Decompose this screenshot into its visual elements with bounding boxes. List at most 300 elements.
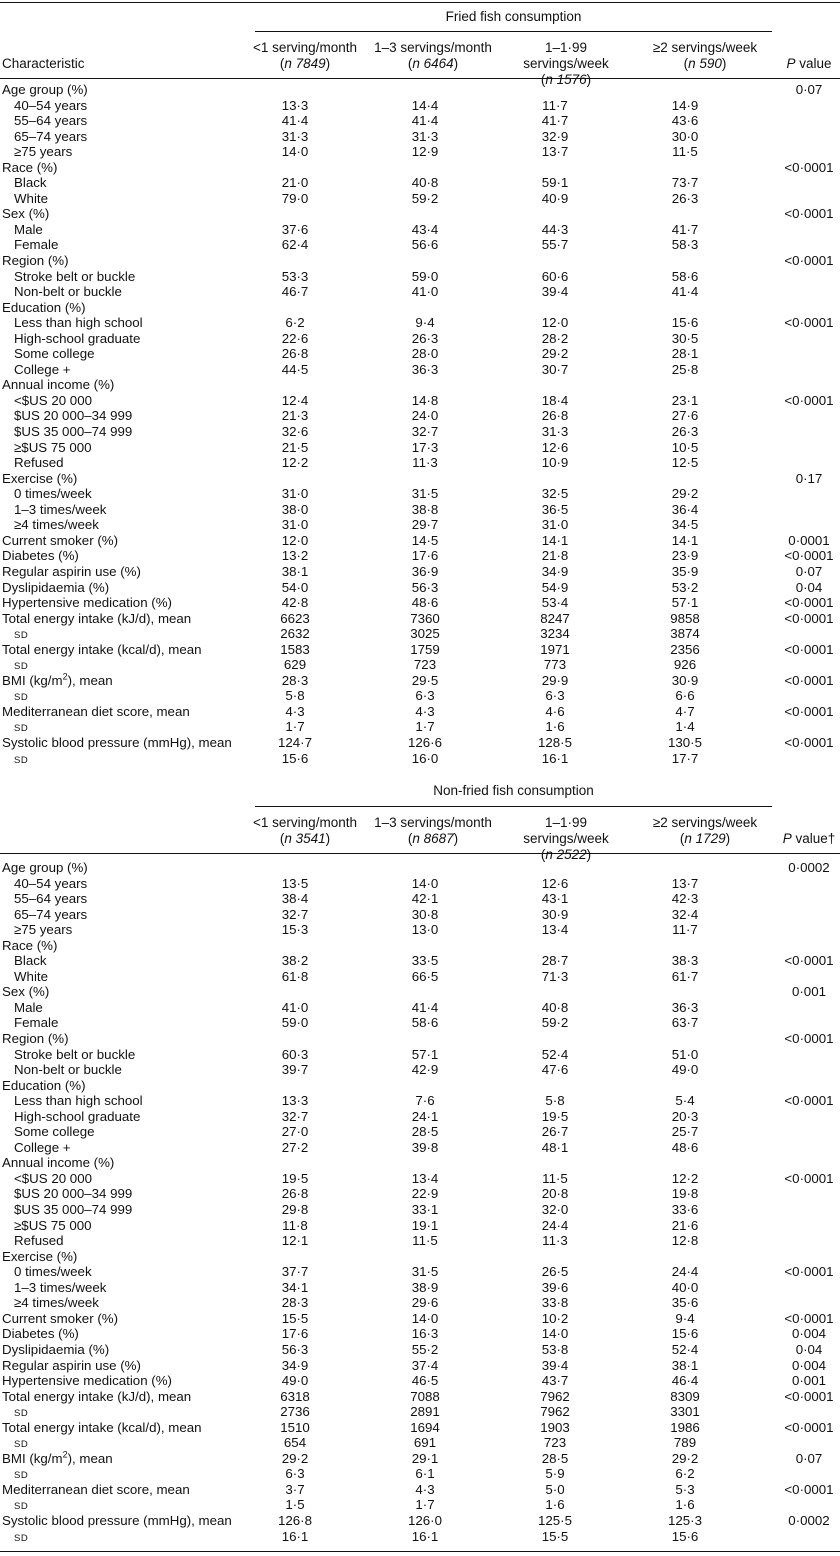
cell-value: 19·1 (411, 1217, 439, 1233)
cell-value: 1510 (280, 1419, 310, 1435)
cell-value: 62·4 (281, 237, 309, 253)
cell-value: 58·6 (671, 268, 699, 284)
cell-value: 12·1 (281, 1233, 309, 1249)
row-label: Refused (14, 1233, 64, 1249)
table-row (0, 284, 840, 300)
cell-value: 53·3 (281, 268, 309, 284)
table-row (0, 548, 840, 564)
cell-value: 17·6 (281, 1326, 309, 1342)
cell-value: 32·7 (281, 1108, 309, 1124)
table-row (0, 1078, 840, 1094)
table-row (0, 1326, 840, 1342)
cell-value: 11·3 (412, 455, 438, 471)
cell-value: 7088 (410, 1388, 440, 1404)
table-row (0, 938, 840, 954)
cell-value: 11·8 (282, 1217, 308, 1233)
cell-value: 33·8 (541, 1295, 569, 1311)
table-row (0, 891, 840, 907)
cell-value: 2632 (280, 626, 310, 642)
row-label: Sex (%) (2, 206, 50, 222)
cell-value: 28·5 (411, 1124, 439, 1140)
row-label: Some college (14, 1124, 95, 1140)
cell-value: 38·1 (281, 563, 309, 579)
cell-value: 3·7 (285, 1481, 305, 1497)
row-label: ≥4 times/week (14, 1295, 99, 1311)
cell-value: 42·1 (411, 891, 439, 907)
table-row (0, 1295, 840, 1311)
cell-value: 9·4 (415, 315, 435, 331)
cell-value: 15·6 (671, 315, 699, 331)
table-row (0, 98, 840, 114)
cell-value: 1·6 (545, 719, 565, 735)
table-row (0, 1031, 840, 1047)
cell-value: 53·4 (541, 595, 569, 611)
p-value: <0·0001 (784, 641, 834, 657)
table-row (0, 300, 840, 316)
cell-value: 12·6 (541, 875, 569, 891)
row-label: <$US 20 000 (14, 392, 92, 408)
row-label: 0 times/week (14, 486, 92, 502)
row-label: Region (%) (2, 253, 69, 269)
cell-value: 11·5 (412, 1233, 438, 1249)
cell-value: 29·2 (671, 1450, 699, 1466)
table-row (0, 719, 840, 735)
table-row (0, 1233, 840, 1249)
cell-value: 12·8 (671, 1233, 699, 1249)
cell-value: 11·7 (542, 97, 568, 113)
cell-value: 691 (413, 1435, 437, 1451)
cell-value: 41·4 (281, 113, 309, 129)
column-header (501, 40, 631, 88)
p-value: <0·0001 (784, 734, 834, 750)
cell-value: 28·5 (541, 1450, 569, 1466)
cell-value: 17·3 (411, 439, 439, 455)
row-label: Non-belt or buckle (14, 1062, 122, 1078)
cell-value: 38·0 (281, 501, 309, 517)
cell-value: 41·4 (411, 113, 439, 129)
row-label: 55–64 years (14, 891, 88, 907)
p-value: 0·17 (795, 470, 823, 486)
table-row (0, 1389, 840, 1405)
cell-value: 17·7 (671, 750, 699, 766)
cell-value: 5·0 (545, 1481, 565, 1497)
column-label: ≥2 servings/week (652, 40, 758, 55)
table-row (0, 751, 840, 767)
cell-value: 29·9 (541, 672, 569, 688)
cell-value: 1·7 (415, 1497, 435, 1513)
cell-value: 37·7 (281, 1264, 309, 1280)
cell-value: 12·2 (281, 455, 309, 471)
cell-value: 21·3 (281, 408, 309, 424)
cell-value: 6623 (280, 610, 310, 626)
cell-value: 1·5 (285, 1497, 305, 1513)
row-label: ≥75 years (14, 144, 73, 160)
row-label: Male (14, 221, 43, 237)
cell-value: 13·7 (671, 875, 699, 891)
p-value: <0·0001 (784, 1264, 834, 1280)
p-value: <0·0001 (784, 1388, 834, 1404)
table-row (0, 1451, 840, 1467)
p-value: 0·0002 (788, 860, 830, 875)
cell-value: 46·5 (411, 1373, 439, 1389)
cell-value: 21·0 (281, 175, 309, 191)
column-n-value: n 3541 (284, 831, 326, 846)
row-label: SD (14, 630, 29, 642)
row-label: Exercise (%) (2, 1248, 78, 1264)
cell-value: 16·3 (411, 1326, 439, 1342)
cell-value: 126·0 (407, 1512, 442, 1528)
row-label: Race (%) (2, 159, 58, 175)
column-n: (n 6464) (407, 56, 459, 71)
cell-value: 773 (543, 657, 567, 673)
cell-value: 19·5 (281, 1170, 309, 1186)
p-value: 0·04 (795, 579, 823, 595)
column-n: (n 7849) (279, 56, 331, 71)
cell-value: 8247 (540, 610, 570, 626)
cell-value: 31·3 (411, 128, 439, 144)
table-row (0, 191, 840, 207)
p-value: <0·0001 (784, 1093, 834, 1109)
cell-value: 24·4 (671, 1264, 699, 1280)
cell-value: 37·4 (411, 1357, 439, 1373)
table-row (0, 1373, 840, 1389)
row-label: Age group (%) (2, 82, 88, 97)
row-label: $US 20 000–34 999 (14, 1186, 133, 1202)
column-n-value: n 2522 (545, 847, 587, 862)
cell-value: 28·3 (281, 1295, 309, 1311)
column-n: (n 1576) (540, 72, 592, 87)
table-row (0, 1186, 840, 1202)
cell-value: 1·7 (285, 719, 305, 735)
cell-value: 37·6 (281, 221, 309, 237)
row-label: Stroke belt or buckle (14, 268, 136, 284)
row-label: Age group (%) (2, 860, 88, 875)
cell-value: 60·6 (541, 268, 569, 284)
table-row (0, 1311, 840, 1327)
cell-value: 33·5 (411, 953, 439, 969)
row-label: BMI $(kg/m^2)$, mean (2, 1449, 113, 1466)
column-n-value: n 8687 (412, 831, 454, 846)
column-header (245, 815, 365, 847)
cell-value: 10·2 (541, 1310, 569, 1326)
row-label: Some college (14, 346, 95, 362)
p-value: <0·0001 (784, 1310, 834, 1326)
cell-value: 13·2 (281, 548, 309, 564)
cell-value: 41·4 (411, 999, 439, 1015)
cell-value: 1·7 (415, 719, 435, 735)
cell-value: 20·3 (671, 1108, 699, 1124)
p-value: <0·0001 (784, 548, 834, 564)
cell-value: 31·3 (541, 424, 569, 440)
cell-value: 6·2 (675, 1466, 695, 1482)
cell-value: 7·6 (415, 1093, 435, 1109)
cell-value: 32·9 (541, 128, 569, 144)
row-label: Less than high school (14, 315, 143, 331)
cell-value: 38·8 (411, 501, 439, 517)
cell-value: 38·4 (281, 891, 309, 907)
cell-value: 21·8 (541, 548, 569, 564)
row-label: Total energy intake (kcal/d), mean (2, 1419, 202, 1435)
cell-value: 55·7 (541, 237, 569, 253)
row-label: SD (14, 1532, 29, 1544)
row-label: White (14, 190, 48, 206)
table-row (0, 175, 840, 191)
cell-value: 71·3 (541, 968, 569, 984)
cell-value: 3025 (410, 626, 440, 642)
cell-value: 7962 (540, 1404, 570, 1420)
cell-value: 57·1 (671, 595, 699, 611)
cell-value: 29·2 (281, 1450, 309, 1466)
cell-value: 36·3 (411, 361, 439, 377)
row-label: Region (%) (2, 1031, 69, 1047)
cell-value: 9·4 (675, 1310, 695, 1326)
cell-value: 7962 (540, 1388, 570, 1404)
row-label: SD (14, 692, 29, 704)
cell-value: 723 (413, 657, 437, 673)
row-label: Female (14, 237, 59, 253)
row-label: $US 20 000–34 999 (14, 408, 133, 424)
row-label: ≥$US 75 000 (14, 439, 92, 455)
cell-value: 29·1 (411, 1450, 439, 1466)
column-header (368, 40, 498, 72)
table-row (0, 533, 840, 549)
cell-value: 17·6 (411, 548, 439, 564)
cell-value: 13·5 (281, 875, 309, 891)
table-row (0, 113, 840, 129)
row-label: Black (14, 953, 47, 969)
row-label: SD (14, 1501, 29, 1513)
row-label: Refused (14, 455, 64, 471)
row-label: ≥4 times/week (14, 517, 99, 533)
table-row (0, 1000, 840, 1016)
table-row (0, 502, 840, 518)
cell-value: 22·9 (411, 1186, 439, 1202)
row-label: Regular aspirin use (%) (2, 1357, 141, 1373)
cell-value: 27·0 (281, 1124, 309, 1140)
p-value: <0·0001 (784, 672, 834, 688)
cell-value: 126·8 (277, 1512, 312, 1528)
row-label: Male (14, 999, 43, 1015)
cell-value: 19·5 (541, 1108, 569, 1124)
cell-value: 27·2 (281, 1139, 309, 1155)
p-value: 0·07 (795, 1450, 823, 1466)
p-value: 0·004 (791, 1326, 826, 1342)
row-label: Systolic blood pressure (mmHg), mean (2, 734, 232, 750)
row-label: 65–74 years (14, 128, 88, 144)
cell-value: 35·6 (671, 1295, 699, 1311)
column-label: 1–1·99 servings/week (523, 40, 609, 71)
cell-value: 48·6 (411, 595, 439, 611)
cell-value: 22·6 (281, 330, 309, 346)
table-row (0, 408, 840, 424)
cell-value: 54·9 (541, 579, 569, 595)
cell-value: 44·5 (281, 361, 309, 377)
cell-value: 49·0 (671, 1062, 699, 1078)
table-row (0, 907, 840, 923)
cell-value: 49·0 (281, 1373, 309, 1389)
cell-value: 23·1 (671, 392, 699, 408)
cell-value: 789 (673, 1435, 697, 1451)
cell-value: 61·7 (671, 968, 699, 984)
cell-value: 56·6 (411, 237, 439, 253)
row-label: Diabetes (%) (2, 1326, 79, 1342)
cell-value: 42·3 (671, 891, 699, 907)
table-row (0, 1218, 840, 1234)
row-label: BMI $(kg/m^2)$, mean (2, 671, 113, 688)
cell-value: 128·5 (537, 734, 572, 750)
column-label: <1 serving/month (253, 815, 357, 830)
cell-value: 926 (673, 657, 697, 673)
p-value-header: P value (786, 56, 832, 71)
table-row (0, 1342, 840, 1358)
column-label: 1–3 servings/month (374, 815, 492, 830)
cell-value: 6318 (280, 1388, 310, 1404)
row-label: SD (14, 1470, 29, 1482)
table-row (0, 611, 840, 627)
cell-value: 4·7 (675, 703, 695, 719)
top-rule (0, 2, 840, 3)
table-row (0, 688, 840, 704)
cell-value: 6·1 (415, 1466, 435, 1482)
cell-value: 54·0 (281, 579, 309, 595)
cell-value: 18·4 (541, 392, 569, 408)
cell-value: 30·9 (541, 906, 569, 922)
column-header (245, 40, 365, 72)
cell-value: 41·4 (671, 284, 699, 300)
row-label: 55–64 years (14, 113, 88, 129)
table-row (0, 657, 840, 673)
cell-value: 14·0 (411, 875, 439, 891)
cell-value: 36·9 (411, 563, 439, 579)
row-label: $US 35 000–74 999 (14, 1202, 133, 1218)
cell-value: 12·4 (281, 392, 309, 408)
nonfried-group-rule (255, 806, 772, 807)
cell-value: 4·6 (545, 703, 565, 719)
cell-value: 41·0 (411, 284, 439, 300)
cell-value: 31·3 (281, 128, 309, 144)
row-label: Black (14, 175, 47, 191)
p-value: 0·004 (791, 1357, 826, 1373)
cell-value: 15·6 (671, 1528, 699, 1544)
cell-value: 59·0 (281, 1015, 309, 1031)
cell-value: 14·8 (411, 392, 439, 408)
column-n-value: n 1576 (545, 72, 587, 87)
cell-value: 11·3 (542, 1233, 568, 1249)
cell-value: 23·9 (671, 548, 699, 564)
cell-value: 124·7 (277, 734, 312, 750)
cell-value: 53·2 (671, 579, 699, 595)
row-label: SD (14, 1439, 29, 1451)
cell-value: 1583 (280, 641, 310, 657)
row-label: SD (14, 754, 29, 766)
table-row (0, 595, 840, 611)
row-label: Female (14, 1015, 59, 1031)
column-label: 1–3 servings/month (374, 40, 492, 55)
cell-value: 14·1 (541, 532, 569, 548)
cell-value: 38·2 (281, 953, 309, 969)
fried-table-body (0, 82, 840, 766)
p-value: <0·0001 (784, 1170, 834, 1186)
column-header (635, 40, 775, 72)
cell-value: 15·6 (671, 1326, 699, 1342)
cell-value: 32·6 (281, 424, 309, 440)
cell-value: 3234 (540, 626, 570, 642)
table-row (0, 1249, 840, 1265)
cell-value: 26·8 (281, 346, 309, 362)
table-row (0, 1420, 840, 1436)
cell-value: 40·8 (411, 175, 439, 191)
cell-value: 12·5 (671, 455, 699, 471)
row-label: Annual income (%) (2, 1155, 115, 1171)
cell-value: 41·7 (541, 113, 569, 129)
row-label: 65–74 years (14, 906, 88, 922)
cell-value: 48·6 (671, 1139, 699, 1155)
cell-value: 42·9 (411, 1062, 439, 1078)
header-rule-1 (0, 78, 840, 79)
cell-value: 2891 (410, 1404, 440, 1420)
cell-value: 13·3 (281, 97, 309, 113)
row-label: Total energy intake (kcal/d), mean (2, 641, 202, 657)
cell-value: 53·8 (541, 1341, 569, 1357)
cell-value: 26·3 (671, 190, 699, 206)
row-label: Hypertensive medication (%) (2, 1373, 172, 1389)
cell-value: 12·9 (411, 144, 439, 160)
cell-value: 29·6 (411, 1295, 439, 1311)
cell-value: 29·2 (541, 346, 569, 362)
row-label: 0 times/week (14, 1264, 92, 1280)
cell-value: 26·5 (541, 1264, 569, 1280)
p-value: 0·0002 (788, 1512, 830, 1528)
table-row (0, 876, 840, 892)
column-n: (n 590) (683, 56, 727, 71)
cell-value: 14·0 (281, 144, 309, 160)
cell-value: 31·0 (541, 517, 569, 533)
p-value: <0·0001 (784, 1419, 834, 1435)
table-row (0, 1358, 840, 1374)
cell-value: 12·0 (281, 532, 309, 548)
cell-value: 29·7 (411, 517, 439, 533)
cell-value: 27·6 (671, 408, 699, 424)
cell-value: 57·1 (411, 1046, 439, 1062)
column-label: 1–1·99 servings/week (523, 815, 609, 846)
row-label: 1–3 times/week (14, 1279, 107, 1295)
row-label: Annual income (%) (2, 377, 115, 393)
p-value: 0·001 (791, 1373, 826, 1389)
cell-value: 46·7 (281, 284, 309, 300)
p-value: <0·0001 (784, 1031, 834, 1047)
column-n: (n 8687) (407, 831, 459, 846)
table-row (0, 1202, 840, 1218)
table-row (0, 393, 840, 409)
cell-value: 13·3 (281, 1093, 309, 1109)
cell-value: 24·4 (541, 1217, 569, 1233)
cell-value: 66·5 (411, 968, 439, 984)
table-row (0, 1435, 840, 1451)
table-row (0, 922, 840, 938)
table-row (0, 735, 840, 751)
row-label: $US 35 000–74 999 (14, 424, 133, 440)
cell-value: 11·7 (672, 922, 698, 938)
cell-value: 629 (283, 657, 307, 673)
column-n-value: n 6464 (412, 56, 454, 71)
column-header (501, 815, 631, 863)
cell-value: 1903 (540, 1419, 570, 1435)
row-label: Current smoker (%) (2, 532, 118, 548)
table-row (0, 626, 840, 642)
cell-value: 723 (543, 1435, 567, 1451)
cell-value: 13·4 (541, 922, 569, 938)
table-row (0, 1497, 840, 1513)
